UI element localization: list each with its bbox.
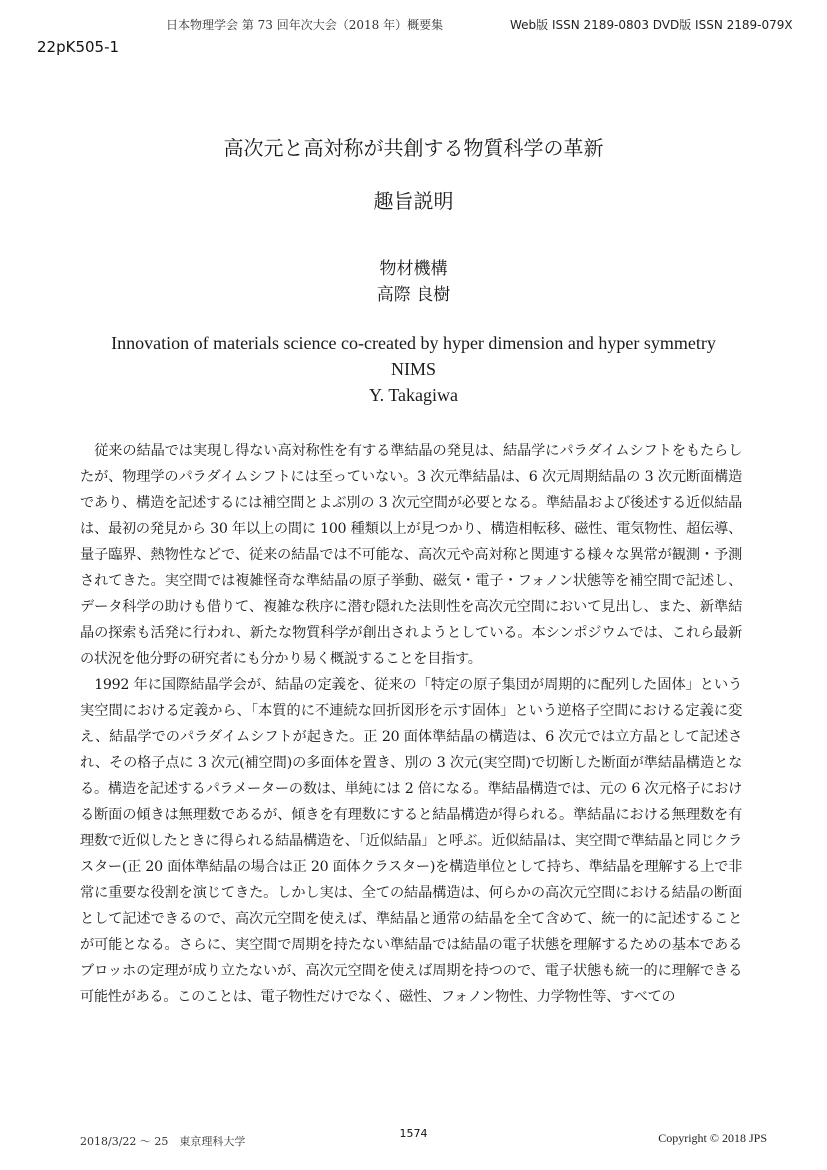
japanese-affiliation: 物材機構 [379, 259, 448, 279]
paragraph-1: 従来の結晶では実現し得ない高対称性を有する準結晶の発見は、結晶学にパラダイムシフトをもたらしたが、物理学のパラダイムシフトには至っていない。3 次元準結晶は、6 次元周期結晶の 3 次元断面構造であり、構造を記述するには補空間とよぶ別の 3 次元空間が必要となる。準結晶および後述する近似結晶は、最初の発見から 30 年以上の間に 100 種類以上が見つかり、構造相転移、磁性、電気物性、超伝導、量子臨界、熱物性などで、従来の結晶では不可能な、高次元や高対称と関連する様々な異常が観測・予測されてきた。実空間では複雑怪奇な準結晶の原子挙動、磁気・電子・フォノン状態等を補空間で記述し、データ科学の助けも借りて、複雑な秩序に潜む隠れた法則性を高次元空間において見出し、また、新準結晶の探索も活発に行われ、新たな物質科学が創出されようとしている。本シンポジウムでは、これら最新の状況を他分野の研究者にも分かり易く概説することを目指す。 [80, 443, 742, 667]
english-title: Innovation of materials science co-created by hyper dimension and hyper symmetry [111, 333, 716, 353]
paper-id: 22pK505-1 [37, 38, 120, 56]
japanese-author: 高際 良樹 [376, 285, 451, 305]
issn-header: Web版 ISSN 2189-0803 DVD版 ISSN 2189-079X [510, 18, 793, 32]
footer-copyright: Copyright © 2018 JPS [658, 1131, 767, 1145]
japanese-subtitle: 趣旨説明 [373, 189, 454, 213]
english-author: Y. Takagiwa [368, 385, 459, 405]
footer-date-venue: 2018/3/22 ～ 25 東京理科大学 [80, 1135, 246, 1148]
page-number: 1574 [399, 1127, 428, 1140]
conference-header: 日本物理学会 第 73 回年次大会（2018 年）概要集 [166, 18, 444, 32]
japanese-title: 高次元と高対称が共創する物質科学の革新 [223, 136, 604, 160]
abstract-body [80, 438, 742, 1010]
paragraph-2: 1992 年に国際結晶学会が、結晶の定義を、従来の「特定の原子集団が周期的に配列した固体」という実空間における定義から、「本質的に不連続な回折図形を示す固体」という逆格子空間における定義に変え、結晶学でのパラダイムシフトが起きた。正 20 面体準結晶の構造は、6 次元では立方晶として記述され、その格子点に 3 次元(補空間)の多面体を置き、別の 3 次元(実空間)で切断した断面が準結晶構造となる。構造を記述するパラメーターの数は、単純には 2 倍になる。準結晶構造では、元の 6 次元格子における断面の傾きは無理数であるが、傾きを有理数にすると結晶構造が得られる。準結晶における無理数を有理数で近似したときに得られる結晶構造を、「近似結晶」と呼ぶ。近似結晶は、実空間で準結晶と同じクラスター(正 20 面体準結晶の場合は正 20 面体クラスター)を構造単位として持ち、準結晶を理解する上で非常に重要な役割を演じてきた。しかし実は、全ての結晶構造は、何らかの高次元空間における結晶の断面として記述できるので、高次元空間を使えば、準結晶と通常の結晶を全て含めて、統一的に記述することが可能となる。さらに、実空間で周期を持たない準結晶では結晶の電子状態を理解するための基本であるブロッホの定理が成り立たないが、高次元空間を使えば周期を持つので、電子状態も統一的に理解できる可能性がある。このことは、電子物性だけでなく、磁性、フォノン物性、力学物性等、すべての [80, 677, 742, 1005]
english-affiliation: NIMS [390, 359, 436, 379]
